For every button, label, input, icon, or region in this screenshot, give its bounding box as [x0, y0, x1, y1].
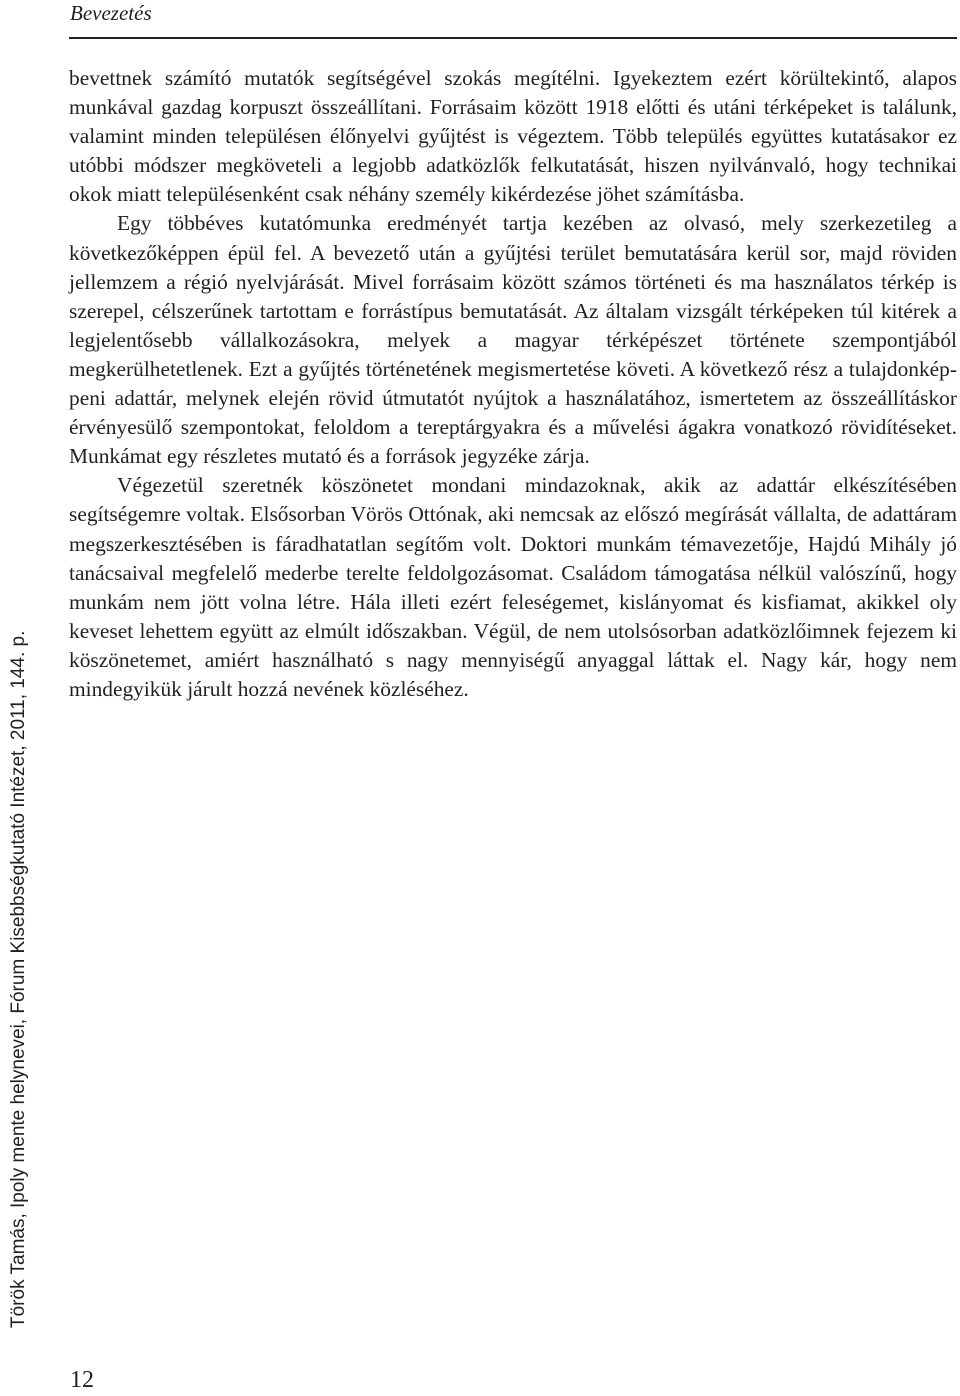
- header-rule: [69, 37, 957, 39]
- paragraph-1: bevettnek számító mutatók segítségével szokás megítélni. Igyekeztem ezért körültekintő, alapos munkával gazdag korpuszt összeállítani. Forrásaim között 1918 előtti és utáni térképeket is találunk, valamint minden településen élőnyelvi gyűjtést is végeztem. Több település együttes kutatásakor ez utóbbi módszer megköveteli a legjobb adatközlők felkutatását, hiszen nyilvánvaló, hogy technikai okok miatt településenként csak néhány személy kikérdezése jöhet számításba.: [69, 66, 957, 207]
- margin-citation: Török Tamás, Ipoly mente helynevei, Fórum Kisebbségkutató Intézet, 2011, 144. p.: [8, 630, 29, 1328]
- paragraph-2: Egy többéves kutatómunka eredményét tartja kezében az olvasó, mely szerkezetileg a következőképpen épül fel. A bevezető után a gyűjtési terület bemutatására kerül sor, majd röviden jellemzem a régió nyelvjárását. Mivel forrásaim között számos történeti és ma használatos térkép is szerepel, célszerűnek tartottam e forrástípus bemutatását. Az általam vizsgált térképeken túl kitérek a legjelentősebb vállalkozásokra, melyek a magyar térképészet története szempontjából megkerülhetetlenek. Ezt a gyűjtés történetének megismertetése követi. A következő rész a tulajdonképpeni adattár, melynek elején rövid útmutatót nyújtok a használatához, ismertetem az összeállításkor érvényesülő szempontokat, feloldom a tereptárgyakra és a művelési ágakra vonatkozó rövidítéseket. Munkámat egy részletes mutató és a források jegyzéke zárja.: [69, 211, 957, 469]
- running-title: Bevezetés: [70, 1, 152, 25]
- body-text: [69, 64, 957, 704]
- paragraph-3: Végezetül szeretnék köszönetet mondani mindazoknak, akik az adattár elkészítésében segítségemre voltak. Elsősorban Vörös Ottónak, aki nemcsak az előszó megírását vállalta, de adattáram megszerkesztésében is fáradhatatlan segítőm volt. Doktori munkám témavezetője, Hajdú Mihály jó tanácsaival megfelelő mederbe terelte feldolgozásomat. Családom támogatása nélkül valószínű, hogy munkám nem jött volna létre. Hála illeti ezért feleségemet, kislányomat és kisfiamat, akikkel oly keveset lehettem együtt az elmúlt időszakban. Végül, de nem utolsósorban adatközlőimnek fejezem ki köszönetemet, amiért használható s nagy mennyiségű anyaggal láttak el. Nagy kár, hogy nem mindegyikük járult hozzá nevének közléséhez.: [69, 473, 957, 701]
- page-number: 12: [70, 1367, 94, 1393]
